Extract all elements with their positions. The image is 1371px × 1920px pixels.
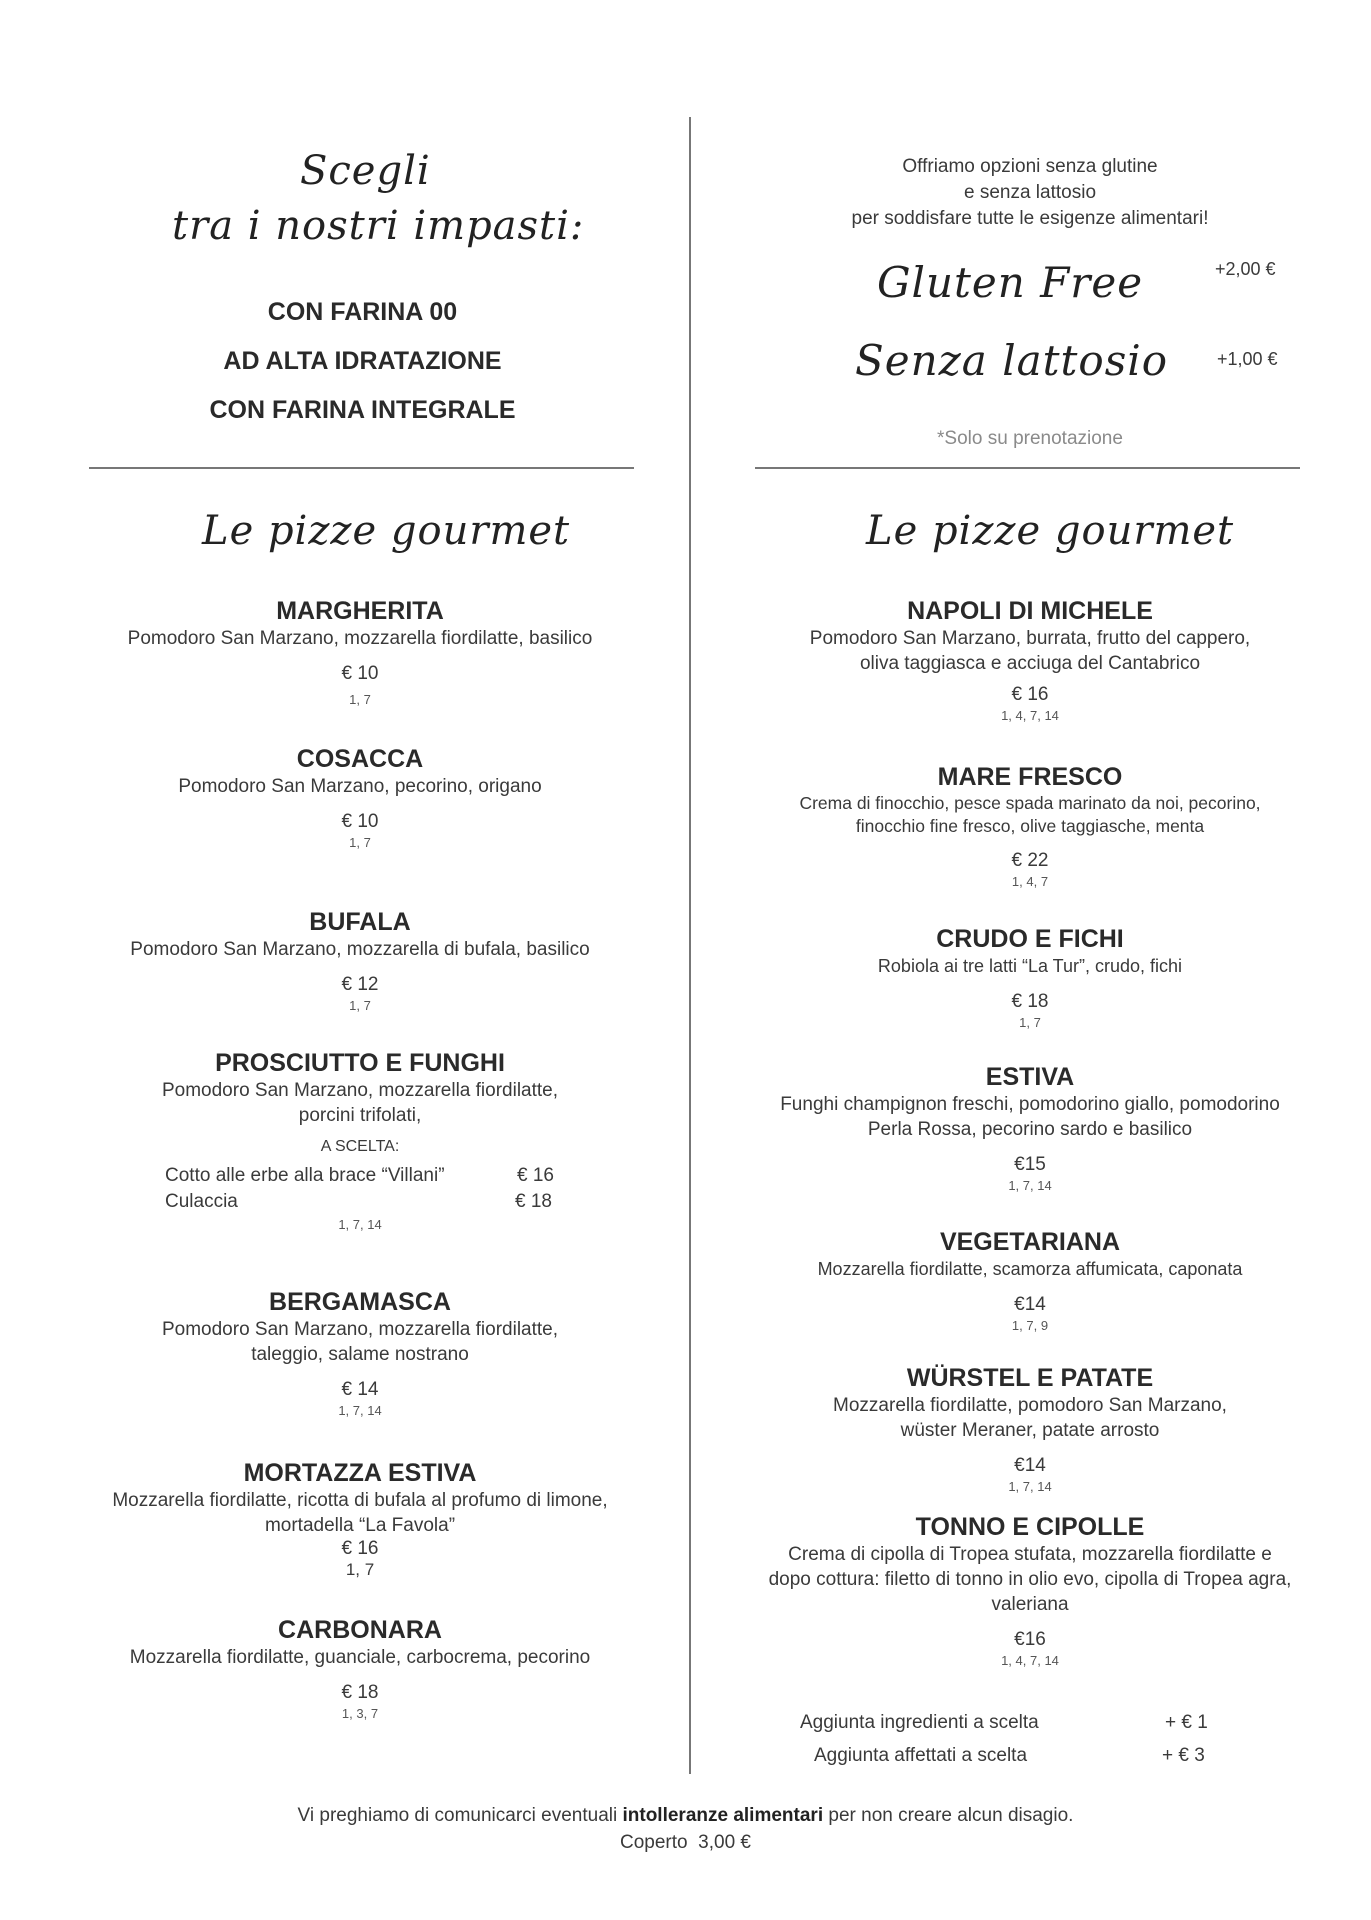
left-section-title: Le pizze gourmet xyxy=(202,508,571,554)
item-price: €14 xyxy=(1014,1455,1046,1476)
addition-ingredients-price: + € 1 xyxy=(1165,1712,1208,1733)
item-price: € 18 xyxy=(1011,991,1049,1012)
item-price: €16 xyxy=(1014,1629,1046,1650)
item-description: Pomodoro San Marzano, mozzarella di bufala, basilico xyxy=(130,939,590,960)
item-description: Mozzarella fiordilatte, scamorza affumicata, caponata xyxy=(817,1259,1243,1279)
item-description: taleggio, salame nostrano xyxy=(251,1344,469,1365)
dietary-intro-line: e senza lattosio xyxy=(963,182,1097,203)
item-allergens: 1, 4, 7, 14 xyxy=(1001,708,1059,723)
item-allergens: 1, 7 xyxy=(349,835,371,850)
menu-item-margherita xyxy=(70,596,650,708)
choice-culaccia-label: Culaccia xyxy=(165,1191,238,1212)
menu-item-wurstel-e-patate xyxy=(730,1363,1330,1495)
item-description: Pomodoro San Marzano, burrata, frutto del cappero, xyxy=(809,628,1251,649)
dough-option-1: CON FARINA 00 xyxy=(267,298,458,326)
item-description: Pomodoro San Marzano, mozzarella fiordilatte, basilico xyxy=(127,628,593,649)
choice-label: A SCELTA: xyxy=(320,1138,400,1155)
right-section-divider xyxy=(755,467,1300,469)
item-name: WÜRSTEL E PATATE xyxy=(906,1364,1154,1392)
intolerance-notice xyxy=(0,1803,1371,1829)
item-description: Mozzarella fiordilatte, guanciale, carbocrema, pecorino xyxy=(129,1647,591,1668)
dough-option-2: AD ALTA IDRATAZIONE xyxy=(223,347,502,375)
item-name: CARBONARA xyxy=(278,1616,442,1644)
menu-item-bufala xyxy=(70,907,650,1014)
reservation-note: *Solo su prenotazione xyxy=(937,428,1123,449)
menu-item-prosciutto-e-funghi xyxy=(70,1048,650,1158)
menu-item-mare-fresco xyxy=(730,762,1330,890)
item-allergens: 1, 7, 14 xyxy=(338,1403,382,1418)
addition-cold-cuts-price: + € 3 xyxy=(1162,1745,1205,1766)
item-allergens: 1, 7, 14 xyxy=(1008,1178,1052,1193)
gluten-free-price: +2,00 € xyxy=(1215,259,1276,279)
item-name: COSACCA xyxy=(296,745,424,773)
item-name: CRUDO E FICHI xyxy=(936,925,1124,953)
item-allergens: 1, 7 xyxy=(345,1560,375,1579)
item-name: VEGETARIANA xyxy=(939,1228,1121,1256)
menu-item-mortazza-estiva xyxy=(70,1458,650,1580)
item-description: Pomodoro San Marzano, pecorino, origano xyxy=(178,776,542,797)
item-price: € 22 xyxy=(1011,850,1049,871)
item-description: Perla Rossa, pecorino sardo e basilico xyxy=(867,1119,1193,1140)
item-price: € 10 xyxy=(341,663,379,684)
gluten-free-label: Gluten Free xyxy=(877,258,1144,307)
choice-cotto-price: € 16 xyxy=(517,1165,554,1186)
item-description: mortadella “La Favola” xyxy=(264,1515,456,1536)
item-price: € 18 xyxy=(341,1682,379,1703)
menu-item-napoli-di-michele xyxy=(730,596,1330,724)
dietary-intro xyxy=(760,154,1300,232)
item-name: TONNO E CIPOLLE xyxy=(915,1513,1145,1541)
choice-cotto-label: Cotto alle erbe alla brace “Villani” xyxy=(165,1165,445,1186)
item-name: PROSCIUTTO E FUNGHI xyxy=(215,1049,505,1077)
menu-item-carbonara xyxy=(70,1615,650,1722)
item-price: € 10 xyxy=(341,811,379,832)
item-allergens: 1, 4, 7 xyxy=(1011,874,1049,889)
item-description: Crema di cipolla di Tropea stufata, mozzarella fiordilatte e xyxy=(788,1544,1272,1565)
item-price: € 16 xyxy=(341,1538,379,1559)
item-price: € 14 xyxy=(341,1379,379,1400)
item-allergens: 1, 7 xyxy=(349,998,371,1013)
item-name: BERGAMASCA xyxy=(269,1288,451,1316)
item-price: €14 xyxy=(1014,1294,1046,1315)
menu-item-bergamasca xyxy=(70,1287,650,1419)
notice-text: per non creare alcun disagio. xyxy=(823,1805,1074,1826)
lactose-free-price: +1,00 € xyxy=(1217,349,1278,369)
item-allergens: 1, 7 xyxy=(349,692,371,707)
menu-item-estiva xyxy=(730,1062,1330,1194)
menu-item-crudo-e-fichi xyxy=(730,924,1330,1031)
item-name: BUFALA xyxy=(309,908,411,936)
item-allergens: 1, 4, 7, 14 xyxy=(1001,1653,1059,1668)
dietary-intro-line: Offriamo opzioni senza glutine xyxy=(902,156,1158,177)
prosciutto-allergens xyxy=(70,1216,650,1233)
item-name: NAPOLI DI MICHELE xyxy=(907,597,1153,625)
notice-bold-text: intolleranze alimentari xyxy=(622,1805,824,1826)
addition-ingredients-label: Aggiunta ingredienti a scelta xyxy=(800,1712,1039,1733)
item-name: ESTIVA xyxy=(985,1063,1075,1091)
menu-item-cosacca xyxy=(70,744,650,851)
item-description: Mozzarella fiordilatte, pomodoro San Marzano, xyxy=(833,1395,1227,1416)
item-name: MARGHERITA xyxy=(276,597,444,625)
item-allergens: 1, 7 xyxy=(1019,1015,1041,1030)
item-description: dopo cottura: filetto di tonno in olio evo, cipolla di Tropea agra, xyxy=(768,1569,1292,1590)
dietary-intro-line: per soddisfare tutte le esigenze alimentari! xyxy=(851,208,1209,229)
item-description: Pomodoro San Marzano, mozzarella fiordilatte, xyxy=(161,1319,559,1340)
item-allergens: 1, 7, 14 xyxy=(338,1217,382,1232)
choice-culaccia-price: € 18 xyxy=(515,1191,552,1212)
item-allergens: 1, 7, 14 xyxy=(1008,1479,1052,1494)
item-description: Pomodoro San Marzano, mozzarella fiordilatte, xyxy=(161,1080,559,1101)
addition-cold-cuts-label: Aggiunta affettati a scelta xyxy=(814,1745,1028,1766)
right-section-title: Le pizze gourmet xyxy=(866,508,1235,554)
item-description: wüster Meraner, patate arrosto xyxy=(900,1420,1160,1441)
item-price: € 12 xyxy=(341,974,379,995)
dough-option-3: CON FARINA INTEGRALE xyxy=(209,396,516,424)
item-description: finocchio fine fresco, olive taggiasche, menta xyxy=(855,816,1205,836)
item-allergens: 1, 3, 7 xyxy=(341,1706,379,1721)
menu-item-tonno-e-cipolle xyxy=(730,1512,1330,1669)
item-name: MARE FRESCO xyxy=(937,763,1123,791)
item-description: porcini trifolati, xyxy=(298,1105,422,1126)
column-divider xyxy=(689,117,691,1774)
dough-script-line2: tra i nostri impasti: xyxy=(172,203,585,249)
item-description: oliva taggiasca e acciuga del Cantabrico xyxy=(859,653,1201,674)
left-section-divider xyxy=(89,467,634,469)
item-price: €15 xyxy=(1014,1154,1046,1175)
item-allergens: 1, 7, 9 xyxy=(1011,1318,1049,1333)
lactose-free-label: Senza lattosio xyxy=(855,336,1168,385)
item-name: MORTAZZA ESTIVA xyxy=(243,1459,477,1487)
item-description: Crema di finocchio, pesce spada marinato da noi, pecorino, xyxy=(799,793,1261,813)
item-price: € 16 xyxy=(1011,684,1049,705)
item-description: Funghi champignon freschi, pomodorino giallo, pomodorino xyxy=(780,1094,1280,1115)
menu-item-vegetariana xyxy=(730,1227,1330,1334)
item-description: valeriana xyxy=(991,1594,1069,1615)
item-description: Mozzarella fiordilatte, ricotta di bufala al profumo di limone, xyxy=(112,1490,608,1511)
notice-text: Vi preghiamo di comunicarci eventuali xyxy=(297,1805,623,1826)
cover-charge: Coperto 3,00 € xyxy=(620,1832,751,1853)
item-description: Robiola ai tre latti “La Tur”, crudo, fichi xyxy=(877,956,1183,976)
dough-script-line1: Scegli xyxy=(300,148,431,194)
